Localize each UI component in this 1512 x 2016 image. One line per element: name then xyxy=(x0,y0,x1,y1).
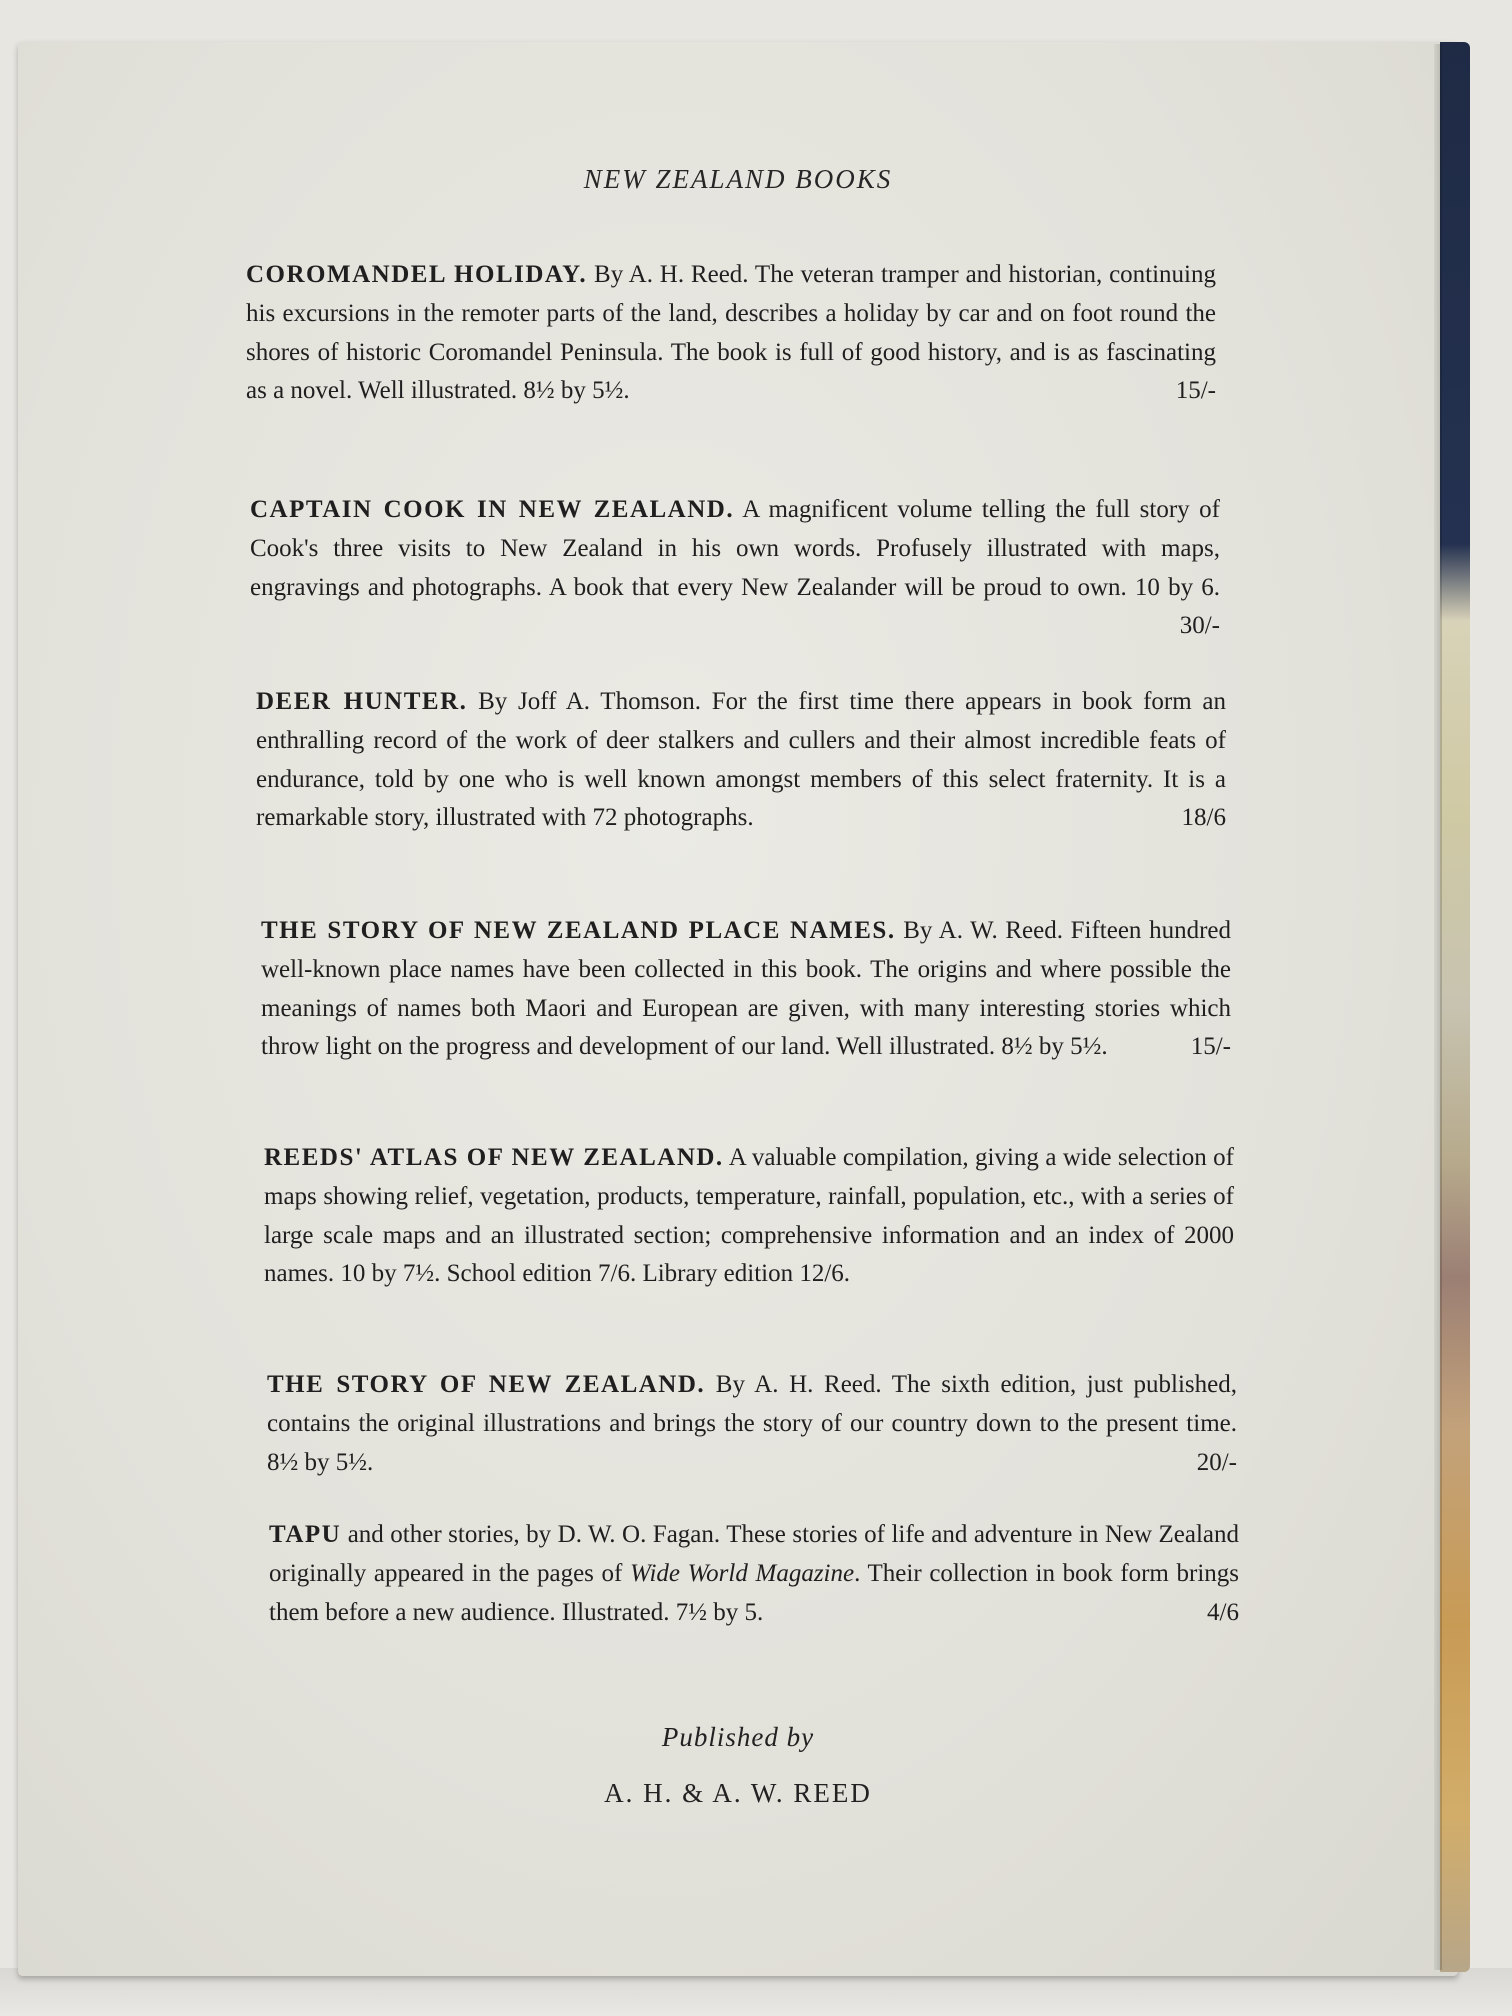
entry-title: REEDS' ATLAS OF NEW ZEALAND. xyxy=(264,1144,724,1171)
entry-title: COROMANDEL HOLIDAY. xyxy=(246,261,588,288)
book-entry xyxy=(256,683,1226,838)
publisher-name: A. H. & A. W. REED xyxy=(604,1778,872,1808)
entry-description-end: . Their collection in book form brings them before a new audience. Illustrated. 7½ by 5. xyxy=(269,1559,1239,1626)
magazine-title: Wide World Magazine xyxy=(630,1559,855,1587)
entry-title: TAPU xyxy=(269,1521,342,1548)
entry-price: 18/6 xyxy=(1181,804,1226,832)
entry-title: DEER HUNTER. xyxy=(256,688,468,715)
entry-price: 30/- xyxy=(1179,612,1220,640)
book-entry xyxy=(264,1139,1234,1294)
entry-price: 20/- xyxy=(1196,1448,1237,1476)
entry-description: By Joff A. Thomson. For the first time there appears in book form an enthralling record of the work of deer stalkers and cullers and their almost incredible feats of endurance, told by one who is well known amongst members of this select fraternity. It is a remarkable story, illustrated with 72 photographs. xyxy=(256,688,1226,832)
spine-shadow xyxy=(1434,44,1442,1970)
published-by-label: Published by xyxy=(661,1722,815,1752)
entry-description: By A. H. Reed. The veteran tramper and historian, continuing his excursions in the remoter parts of the land, describes a holiday by car and on foot round the shores of historic Coromandel Peninsula. The book is full of good history, and is as fascinating as a novel. Well illustrated. 8½ by 5½. xyxy=(246,261,1217,405)
entry-title: THE STORY OF NEW ZEALAND PLACE NAMES. xyxy=(261,917,896,944)
book-entry xyxy=(261,912,1231,1067)
page-title: NEW ZEALAND BOOKS xyxy=(583,164,893,194)
book-entry xyxy=(267,1366,1237,1482)
entry-price: 15/- xyxy=(1175,377,1216,405)
entry-description: A magnificent volume telling the full story of Cook's three visits to New Zealand in his own words. Profusely illustrated with maps, engravings and photographs. A book that every New Zealander will be proud to own. 10 by 6. xyxy=(250,496,1220,601)
entry-title: THE STORY OF NEW ZEALAND. xyxy=(267,1371,706,1398)
book-entry xyxy=(269,1516,1239,1632)
entry-price: 15/- xyxy=(1190,1033,1231,1061)
entry-price: 4/6 xyxy=(1207,1598,1239,1626)
entry-description: By A. H. Reed. The sixth edition, just published, contains the original illustrations and brings the story of our country down to the present time. 8½ by 5½. xyxy=(267,1371,1238,1476)
entry-description: By A. W. Reed. Fifteen hundred well-known place names have been collected in this book. The origins and where possible the meanings of names both Maori and European are given, with many interesting stories which throw light on the progress and development of our land. Well illustrated. 8½ by 5½. xyxy=(261,917,1231,1061)
book-entry xyxy=(246,256,1216,411)
book-entry xyxy=(250,491,1220,646)
entry-description: A valuable compilation, giving a wide selection of maps showing relief, vegetation, products, temperature, rainfall, population, etc., with a series of large scale maps and an illustrated section; comprehensive information and an index of 2000 names. 10 by 7½. School edition 7/6. Library edition 12/6. xyxy=(264,1144,1234,1288)
entry-title: CAPTAIN COOK IN NEW ZEALAND. xyxy=(250,496,735,523)
book-spine xyxy=(1440,42,1470,1972)
entry-description: and other stories, by D. W. O. Fagan. These stories of life and adventure in New Zealand originally appeared in the pages of xyxy=(269,1521,1240,1587)
